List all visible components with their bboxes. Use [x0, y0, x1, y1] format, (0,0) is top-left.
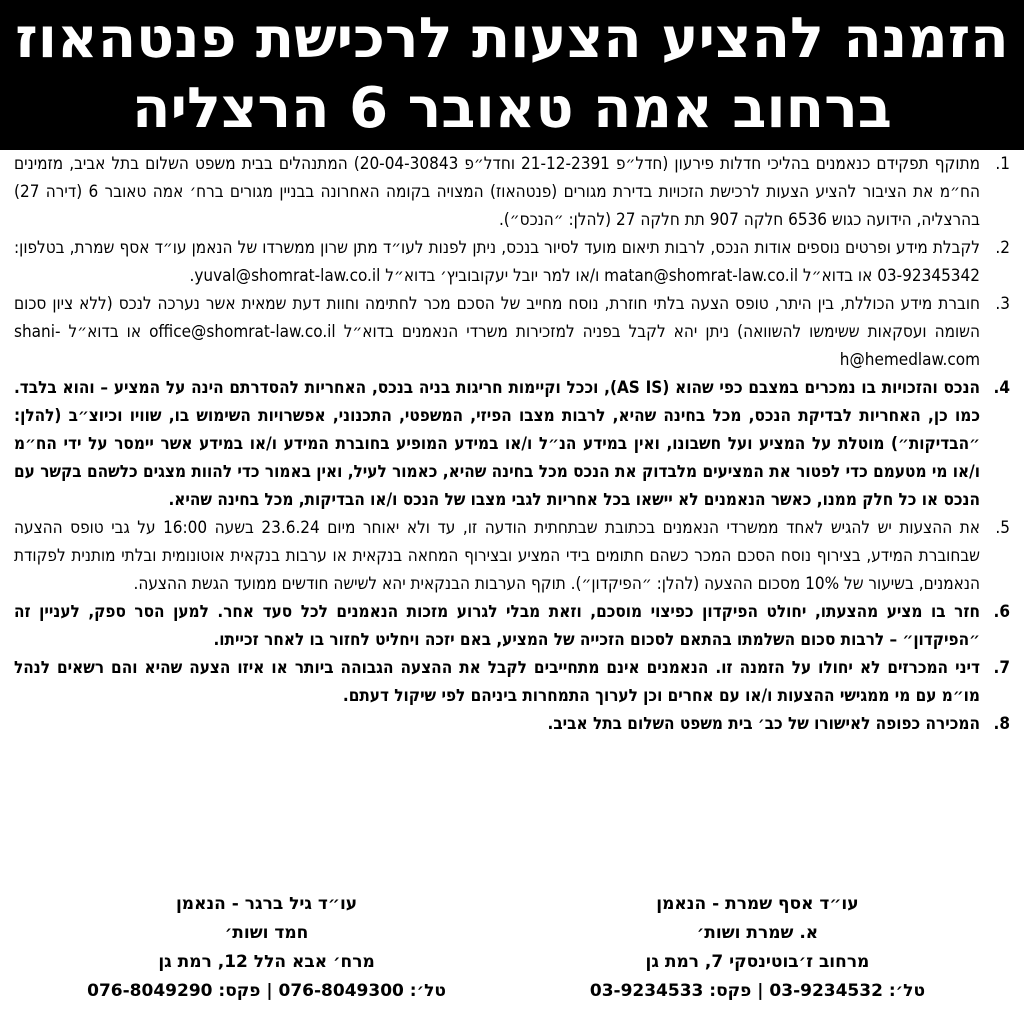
item-number: 4. [993, 378, 1010, 398]
item-number: 7. [993, 658, 1010, 678]
trustee-address: מרחוב ז׳בוטינסקי 7, רמת גן [645, 952, 870, 972]
trustee-name: עו״ד אסף שמרת - הנאמן [656, 894, 859, 914]
notice-header [0, 0, 1024, 150]
item-number: 3. [995, 294, 1010, 314]
item-number: 2. [995, 238, 1010, 258]
item-number: 6. [993, 602, 1010, 622]
trustee-phones: טל׳: 03-9234532 | פקס: 03-9234533 [589, 981, 926, 1001]
item-number: 1. [995, 154, 1010, 174]
notice-item-7 [14, 654, 1010, 710]
item-text: חזר בו מציע מהצעתו, יחולט הפיקדון כפיצוי מוסכם, וזאת מבלי לגרוע מזכות הנאמנים לכל סעד אחר. למען הסר ספק, לעניין זה ״הפיקדון״ – לרבות סכום השלמתו בהתאם לסכום הזכייה של המציע, באם יזכה ויחליט לחזור בו לאחר זכייתו. [14, 602, 980, 650]
item-text: חוברת מידע הכוללת, בין היתר, טופס הצעה בלתי חוזרת, נוסח מחייב של הסכם מכר לחתימה וחוות דעת שמאית אשר נערכה לנכס (ללא ציון סכום השומה ועסקאות ששימשו להשוואה) ניתן יהא לקבל בפניה למזכירות משרדי הנאמנים בדוא״ל office@shomrat-law.co.il או בדוא״ל shani-h@hemedlaw.com [14, 294, 980, 370]
notice-item-6 [14, 598, 1010, 654]
notice-item-3 [14, 290, 1010, 374]
notice-title-line2: ברחוב אמה טאובר 6 הרצליה [132, 76, 892, 141]
item-text: המכירה כפופה לאישורו של כב׳ בית משפט השלום בתל אביב. [547, 714, 980, 734]
item-text: דיני המכרזים לא יחולו על הזמנה זו. הנאמנים אינם מתחייבים לקבל את ההצעה הגבוהה ביותר או איזו הצעה שהיא והם רשאים לנהל מו״מ עם מי ממגישי ההצעות ו/או עם אחרים וכן לערוך התמחרות ביניהם לפי שיקול דעתם. [14, 658, 980, 706]
item-text: הנכס והזכויות בו נמכרים במצבם כפי שהוא (AS IS), וככל וקיימות חריגות בניה בנכס, האחריות להסדרתם הינה על המציע – והוא בלבד. כמו כן, האחריות לבדיקת הנכס, מכל בחינה שהיא, לרבות מצבו הפיזי, המשפטי, התכנוני, אפשרויות השימוש בו, שוויו וכיוצ״ב (להלן: ״הבדיקות״) מוטלת על המציע ועל חשבונו, ואין במידע הנ״ל ו/או במידע המופיע בחוברת המידע ו/או במידע אשר יימסר על ידי הח״מ ו/או מי מטעמם כדי לפטור את המציעים מלבדוק את הנכס מכל בחינה שהיא, כאמור לעיל, ואין באמור כדי להוות מצגים כלשהם בקשר עם הנכס או כל חלק ממנו, כאשר הנאמנים לא יישאו בכל אחריות לגבי מצבו של הנכס ו/או הבדיקות, מכל בחינה שהיא. [14, 378, 981, 510]
trustee-firm: א. שמרת ושות׳ [696, 923, 819, 943]
notice-title-line1: הזמנה להציע הצעות לרכישת פנטהאוז [15, 6, 1009, 71]
item-number: 8. [993, 714, 1010, 734]
trustee-phones: טל׳: 076-8049300 | פקס: 076-8049290 [87, 981, 446, 1001]
notice-item-2 [14, 234, 1010, 290]
trustee-address: מרח׳ אבא הלל 12, רמת גן [158, 952, 375, 972]
trustee-firm: חמד ושות׳ [224, 923, 309, 943]
trustee-name: עו״ד גיל ברגר - הנאמן [175, 894, 358, 914]
item-number: 5. [995, 518, 1010, 538]
notice-item-4 [14, 374, 1010, 514]
item-text: מתוקף תפקידם כנאמנים בהליכי חדלות פירעון (חדל״פ 21-12-2391 וחדל״פ 20-04-30843) המתנהלים בבית משפט השלום בתל אביב, מזמינים הח״מ את הציבור להציע הצעות לרכישת הזכויות בדירת מגורים (פנטהאוז) המצויה בקומה האחרונה בבניין מגורים ברח׳ אמה טאובר 6 (דירה 27) בהרצליה, הידועה כגוש 6536 חלקה 907 תת חלקה 27 (להלן: ״הנכס״). [14, 154, 980, 230]
notice-item-1 [14, 150, 1010, 234]
trustee-signature-shomrat [531, 890, 984, 1006]
item-text: את ההצעות יש להגיש לאחד ממשרדי הנאמנים בכתובת שבתחתית הודעה זו, עד ולא יאוחר מיום 23.6.24 בשעה 16:00 על גבי טופס ההצעה שבחוברת המידע, בצירוף נוסח הסכם המכר כשהם חתומים בידי המציע ובצירוף המחאה בנקאית או ערבות בנקאית אוטונומית ובלתי מותנית לפקודת הנאמנים, בשיעור של 10% מסכום ההצעה (להלן: ״הפיקדון״). תוקף הערבות הבנקאית יהא לשישה חודשים ממועד הגשת ההצעה. [14, 518, 980, 594]
notice-item-5 [14, 514, 1010, 598]
trustee-signature-berger [40, 890, 493, 1006]
item-text: לקבלת מידע ופרטים נוספים אודות הנכס, לרבות תיאום מועד לסיור בנכס, ניתן לפנות לעו״ד מתן שרון ממשרדו של הנאמן עו״ד אסף שמרת, בטלפון: 03-92345342 או בדוא״ל matan@shomrat-law.co.il ו/או למר יובל יעקובוביץ׳ בדוא״ל yuval@shomrat-law.co.il. [14, 238, 980, 286]
notice-item-8 [14, 710, 1010, 738]
signature-block [40, 890, 984, 1020]
